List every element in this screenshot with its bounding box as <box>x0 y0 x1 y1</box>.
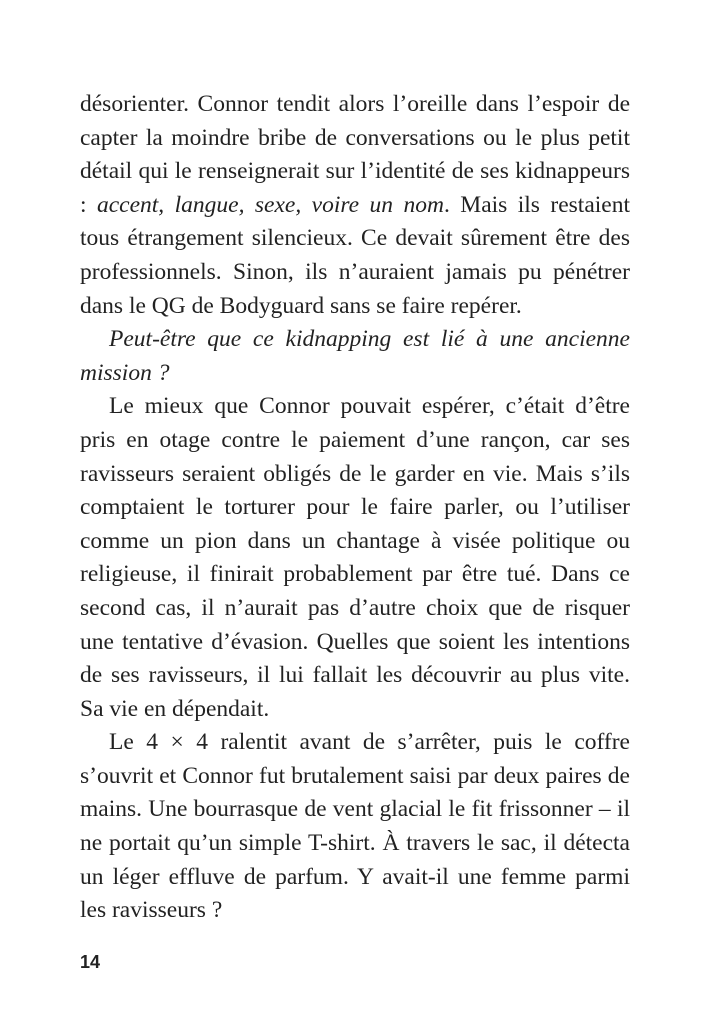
page-body-text <box>80 88 630 928</box>
page-number: 14 <box>80 952 101 972</box>
paragraph-1-text-end: . Mais ils restaient tous étrangement silencieux. Ce devait sûrement être des professionnels. Sinon, ils n’auraient jamais pu pénétrer dans le QG de Bodyguard sans se faire repérer. <box>80 191 630 319</box>
paragraph-4: Le 4 × 4 ralentit avant de s’arrêter, puis le coffre s’ouvrit et Connor fut brutalement saisi par deux paires de mains. Une bourrasque de vent glacial le fit frissonner – il ne portait qu’un simple T-shirt. À travers le sac, il détecta un léger effluve de parfum. Y avait-il une femme parmi les ravisseurs ? <box>80 729 630 924</box>
paragraph-1 <box>80 88 630 323</box>
paragraph-2-italic-thought: Peut-être que ce kidnapping est lié à une ancienne mission ? <box>80 326 630 386</box>
paragraph-1-italic-list: accent, langue, sexe, voire un nom <box>96 191 444 218</box>
paragraph-3: Le mieux que Connor pouvait espérer, c’était d’être pris en otage contre le paiement d’une rançon, car ses ravisseurs seraient obligés de le garder en vie. Mais s’ils comptaient le torturer pour le faire parler, ou l’utiliser comme un pion dans un chantage à visée politique ou religieuse, il finirait probablement par être tué. Dans ce second cas, il n’aurait pas d’autre choix que de risquer une tentative d’évasion. Quelles que soient les intentions de ses ravisseurs, il lui fallait les découvrir au plus vite. Sa vie en dépendait. <box>80 393 630 722</box>
paragraph-1-text-start: désorienter. Connor tendit alors l’oreille dans l’espoir de capter la moindre bribe de conversations ou le plus petit détail qui le renseignerait sur l’identité de ses kidnappeurs : <box>80 91 630 218</box>
